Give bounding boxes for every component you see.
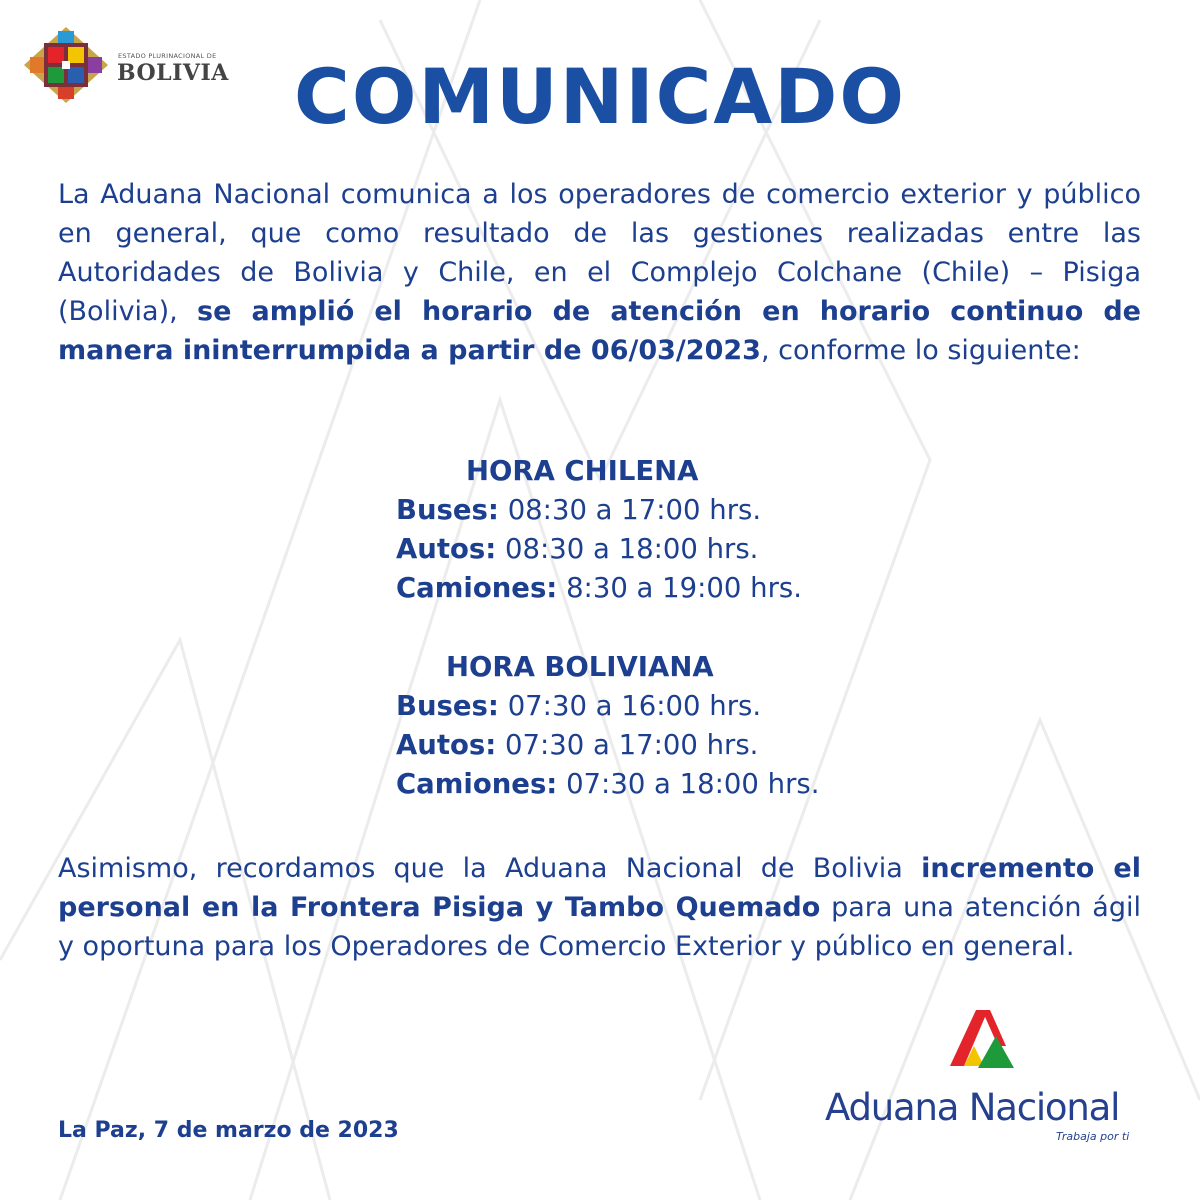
aduana-tagline: Trabaja por ti — [1056, 1130, 1130, 1143]
schedule-row — [396, 765, 956, 804]
intro-text-1: La Aduana Nacional comunica a los operadores de comercio exterior y público en general, que como resultado de las gestiones realizadas entre las Autoridades de Bolivia y Chile, en el Complejo Colchane (Chile) – Pisiga (Bolivia), — [58, 179, 1141, 327]
schedule-value: 08:30 a 17:00 hrs. — [507, 494, 762, 526]
schedule-row — [396, 726, 956, 765]
logo-title: BOLIVIA — [117, 60, 229, 86]
closing-text-1: Asimismo, recordamos que la Aduana Nacional de Bolivia — [58, 853, 922, 884]
schedule-label: Autos: — [396, 729, 497, 761]
schedule-chile — [396, 452, 956, 608]
closing-bold: incremento el personal en la Frontera Pisiga y Tambo Quemado — [58, 853, 1141, 923]
intro-bold: se amplió el horario de atención en horario continuo de manera ininterrumpida a partir de 06/03/2023 — [58, 296, 1141, 366]
closing-paragraph — [58, 849, 1141, 966]
logo-subtitle: ESTADO PLURINACIONAL DE — [118, 52, 217, 60]
date-line: La Paz, 7 de marzo de 2023 — [58, 1118, 399, 1143]
closing-text-2: para una atención ágil y oportuna para los Operadores de Comercio Exterior y público en general. — [58, 892, 1141, 962]
aduana-name: Aduana Nacional — [825, 1086, 1120, 1129]
schedule-label: Camiones: — [396, 768, 558, 800]
schedule-value: 08:30 a 18:00 hrs. — [505, 533, 759, 565]
schedule-row — [396, 491, 956, 530]
schedule-value: 07:30 a 17:00 hrs. — [505, 729, 759, 761]
page-title: COMUNICADO — [294, 52, 906, 141]
intro-paragraph — [58, 175, 1141, 370]
schedule-heading-chile: HORA CHILENA — [466, 455, 699, 487]
aduana-mountain-logo-icon — [938, 1008, 1028, 1080]
schedule-label: Camiones: — [396, 572, 558, 604]
schedule-row — [396, 530, 956, 569]
aduana-nacional-logo — [820, 1008, 1150, 1158]
intro-text-2: , conforme lo siguiente: — [760, 335, 1081, 366]
schedule-row — [396, 569, 956, 608]
schedule-row — [396, 687, 956, 726]
schedule-bolivia — [396, 648, 956, 804]
schedule-value: 8:30 a 19:00 hrs. — [566, 572, 802, 604]
schedule-label: Buses: — [396, 690, 499, 722]
schedule-heading-bolivia: HORA BOLIVIANA — [446, 651, 714, 683]
schedule-value: 07:30 a 16:00 hrs. — [507, 690, 762, 722]
schedule-label: Buses: — [396, 494, 499, 526]
schedule-label: Autos: — [396, 533, 497, 565]
schedule-value: 07:30 a 18:00 hrs. — [566, 768, 820, 800]
